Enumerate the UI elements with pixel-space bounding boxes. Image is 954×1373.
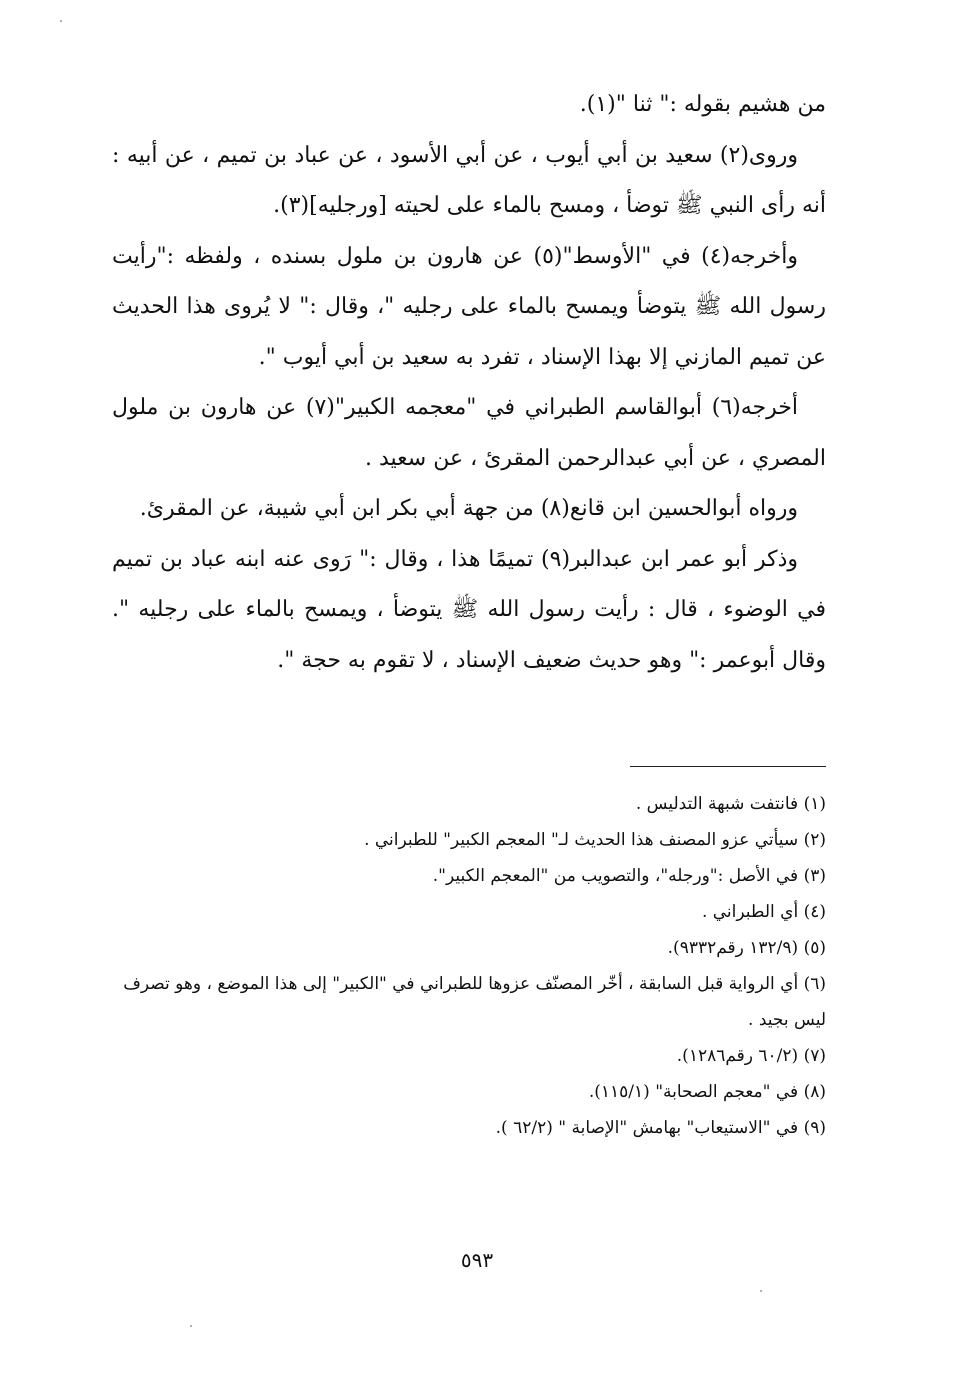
footnote: (٢) سيأتي عزو المصنف هذا الحديث لـ" المعجم الكبير" للطبراني . xyxy=(364,830,826,850)
footnote: (٨) في "معجم الصحابة" (١١٥/١). xyxy=(588,1082,826,1102)
page-number: ٥٩٣ xyxy=(460,1248,494,1272)
footnote: (٣) في الأصل :"ورجله"، والتصويب من "المعجم الكبير". xyxy=(432,866,826,886)
paragraph: من هشيم بقوله :" ثنا "(١). xyxy=(579,92,826,117)
footnote: (٧) (٦٠/٢ رقم١٢٨٦). xyxy=(676,1046,826,1066)
scan-speck xyxy=(760,1290,762,1292)
paragraph: وروى(٢) سعيد بن أبي أيوب ، عن أبي الأسود ، عن عباد بن تميم ، عن أبيه : أنه رأى النبي ﷺ توضأ ، ومسح بالماء على لحيته [ورجليه](٣). xyxy=(112,142,826,218)
footnote: (٦) أي الرواية قبل السابقة ، أخّر المصنّف عزوها للطبراني في "الكبير" إلى هذا الموضع ، وهو تصرف ليس بجيد . xyxy=(123,974,826,1030)
footnotes xyxy=(112,786,826,1146)
footnote: (٤) أي الطبراني . xyxy=(701,902,826,922)
footnote-separator xyxy=(630,766,826,767)
main-text xyxy=(112,80,826,686)
paragraph: وأخرجه(٤) في "الأوسط"(٥) عن هارون بن ملول بسنده ، ولفظه :"رأيت رسول الله ﷺ يتوضأ ويمسح بالماء على رجليه "، وقال :" لا يُروى هذا الحديث عن تميم المازني إلا بهذا الإسناد ، تفرد به سعيد بن أبي أيوب ". xyxy=(112,243,826,370)
paragraph: أخرجه(٦) أبوالقاسم الطبراني في "معجمه الكبير"(٧) عن هارون بن ملول المصري ، عن أبي عبدالرحمن المقرئ ، عن سعيد . xyxy=(112,395,826,471)
footnote: (٩) في "الاستيعاب" بهامش "الإصابة " (٦٢/٢ ). xyxy=(495,1118,826,1138)
scan-speck xyxy=(60,20,62,22)
paragraph: وذكر أبو عمر ابن عبدالبر(٩) تميمًا هذا ، وقال :" رَوى عنه ابنه عباد بن تميم في الوضوء ، قال : رأيت رسول الله ﷺ يتوضأ ، ويمسح بالماء على رجليه ". وقال أبوعمر :" وهو حديث ضعيف الإسناد ، لا تقوم به حجة ". xyxy=(112,546,826,673)
footnote: (١) فانتفت شبهة التدليس . xyxy=(635,794,826,814)
paragraph: ورواه أبوالحسين ابن قانع(٨) من جهة أبي بكر ابن أبي شيبة، عن المقرئ. xyxy=(139,496,798,521)
scan-speck xyxy=(190,1325,192,1327)
footnote: (٥) (١٣٢/٩ رقم٩٣٣٢). xyxy=(667,938,826,958)
